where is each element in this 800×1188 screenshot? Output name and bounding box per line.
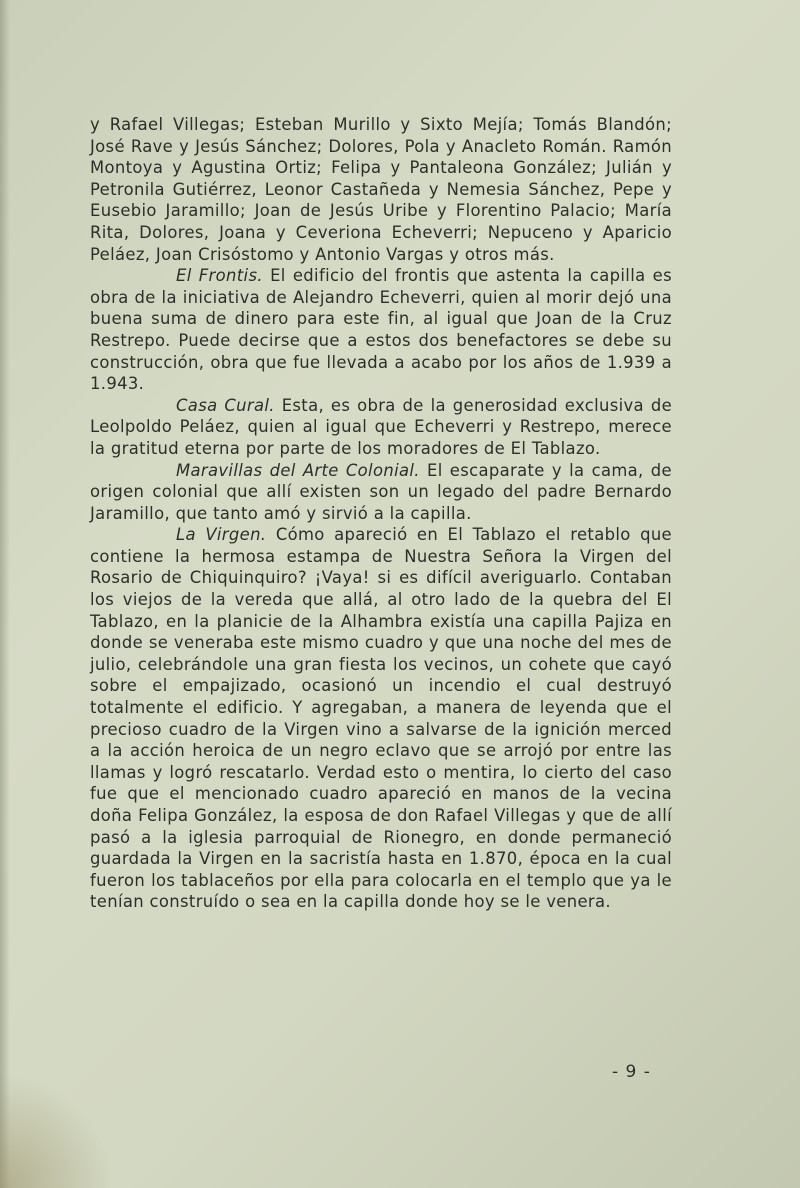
paragraph-names-list: [90, 114, 672, 265]
paragraph-heading: El Frontis.: [176, 266, 263, 286]
paragraph-text: El edificio del frontis que astenta la capilla es obra de la iniciativa de Alejandro Echeverri, quien al morir dejó una buena suma de dinero para este fin, al igual que Joan de la Cruz Restrepo. Puede decirse que a estos dos benefactores se debe su construcción, obra que fue llevada a acabo por los años de 1.939 a 1.943.: [90, 266, 672, 394]
paragraph-heading: La Virgen.: [176, 525, 267, 545]
paragraph-text: y Rafael Villegas; Esteban Murillo y Sixto Mejía; Tomás Blandón; José Rave y Jesús Sánchez; Dolores, Pola y Anacleto Román. Ramón Montoya y Agustina Ortiz; Felipa y Pantaleona González; Julián y Petronila Gutiérrez, Leonor Castañeda y Nemesia Sánchez, Pepe y Eusebio Jaramillo; Joan de Jesús Uribe y Florentino Palacio; María Rita, Dolores, Joana y Ceveriona Echeverri; Nepuceno y Aparicio Peláez, Joan Crisóstomo y Antonio Vargas y otros más.: [90, 115, 672, 264]
paragraph-text: Cómo apareció en El Tablazo el retablo que contiene la hermosa estampa de Nuestra Señora la Virgen del Rosario de Chiquinquiro? ¡Vaya! si es difícil averiguarlo. Contaban los viejos de la vereda que allá, al otro lado de la quebra del El Tablazo, en la planicie de la Alhambra existía una capilla Pajiza en donde se veneraba este mismo cuadro y que una noche del mes de julio, celebrándole una gran fiesta los vecinos, un cohete que cayó sobre el empajizado, ocasionó un incendio el cual destruyó totalmente el edificio. Y agregaban, a manera de leyenda que el precioso cuadro de la Virgen vino a salvarse de la ignición merced a la acción heroica de un negro eclavo que se arrojó por entre las llamas y logró rescatarlo. Verdad esto o mentira, lo cierto del caso fue que el mencionado cuadro apareció en manos de la vecina doña Felipa González, la esposa de don Rafael Villegas y que de allí pasó a la iglesia parroquial de Rionegro, en donde permaneció guardada la Virgen en la sacristía hasta en 1.870, época en la cual fueron los tablaceños por ella para colocarla en el templo que ya le tenían construído o sea en la capilla donde hoy se le venera.: [90, 525, 672, 912]
paragraph-maravillas: [90, 460, 672, 525]
paragraph-casa-cural: [90, 395, 672, 460]
body-text: [90, 114, 672, 913]
paper-stain: [0, 1068, 110, 1188]
paragraph-el-frontis: [90, 265, 672, 395]
paragraph-heading: Casa Cural.: [176, 395, 275, 415]
paragraph-heading: Maravillas del Arte Colonial.: [176, 460, 420, 480]
page-number: - 9 -: [612, 1062, 651, 1082]
page-edge-shadow: [0, 0, 10, 1188]
paragraph-text: El escaparate y la cama, de origen colonial que allí existen son un legado del padre Bernardo Jaramillo, que tanto amó y sirvió a la capilla.: [90, 460, 672, 523]
paragraph-text: Esta, es obra de la generosidad exclusiva de Leolpoldo Peláez, quien al igual que Echeverri y Restrepo, merece la gratitud eterna por parte de los moradores de El Tablazo.: [90, 395, 673, 458]
paragraph-la-virgen: [90, 524, 672, 913]
